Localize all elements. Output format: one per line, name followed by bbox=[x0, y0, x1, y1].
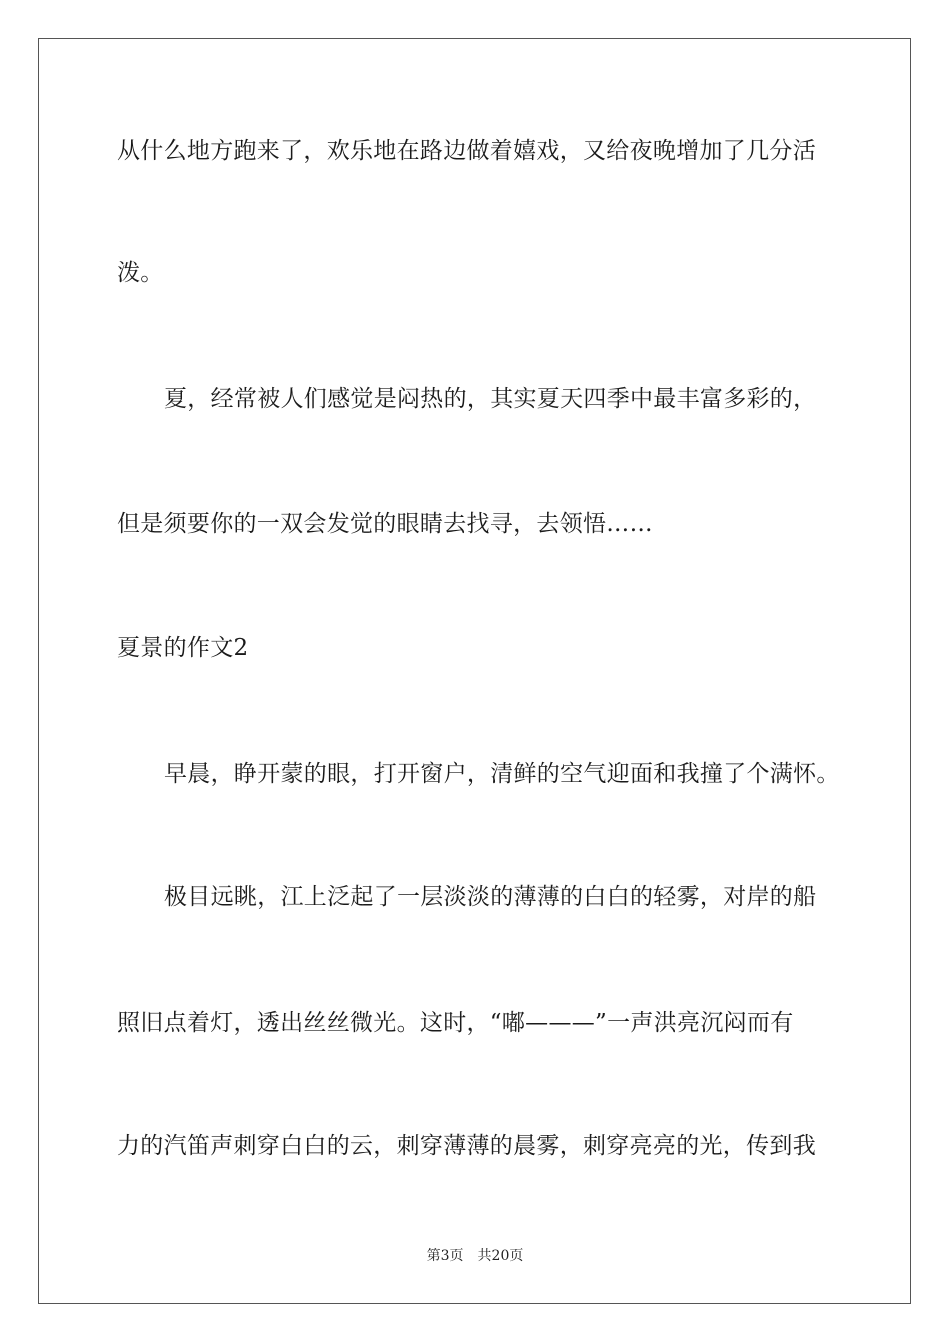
page-number: 第3页 共20页 bbox=[426, 1248, 524, 1264]
page-frame bbox=[38, 38, 911, 1304]
text-line: 从什么地方跑来了，欢乐地在路边做着嬉戏，又给夜晚增加了几分活 bbox=[117, 138, 816, 164]
text-line: 照旧点着灯，透出丝丝微光。这时，“嘟———”一声洪亮沉闷而有 bbox=[117, 1010, 794, 1036]
text-line: 力的汽笛声刺穿白白的云，刺穿薄薄的晨雾，刺穿亮亮的光，传到我 bbox=[117, 1133, 816, 1159]
section-heading: 夏景的作文2 bbox=[117, 635, 249, 661]
text-line: 但是须要你的一双会发觉的眼睛去找寻，去领悟…… bbox=[117, 511, 653, 537]
text-line: 泼。 bbox=[117, 260, 164, 286]
paragraph-line: 夏，经常被人们感觉是闷热的，其实夏天四季中最丰富多彩的， bbox=[164, 386, 817, 412]
paragraph-line: 早晨，睁开蒙的眼，打开窗户，清鲜的空气迎面和我撞了个满怀。 bbox=[164, 761, 840, 787]
paragraph-line: 极目远眺，江上泛起了一层淡淡的薄薄的白白的轻雾，对岸的船 bbox=[164, 884, 817, 910]
